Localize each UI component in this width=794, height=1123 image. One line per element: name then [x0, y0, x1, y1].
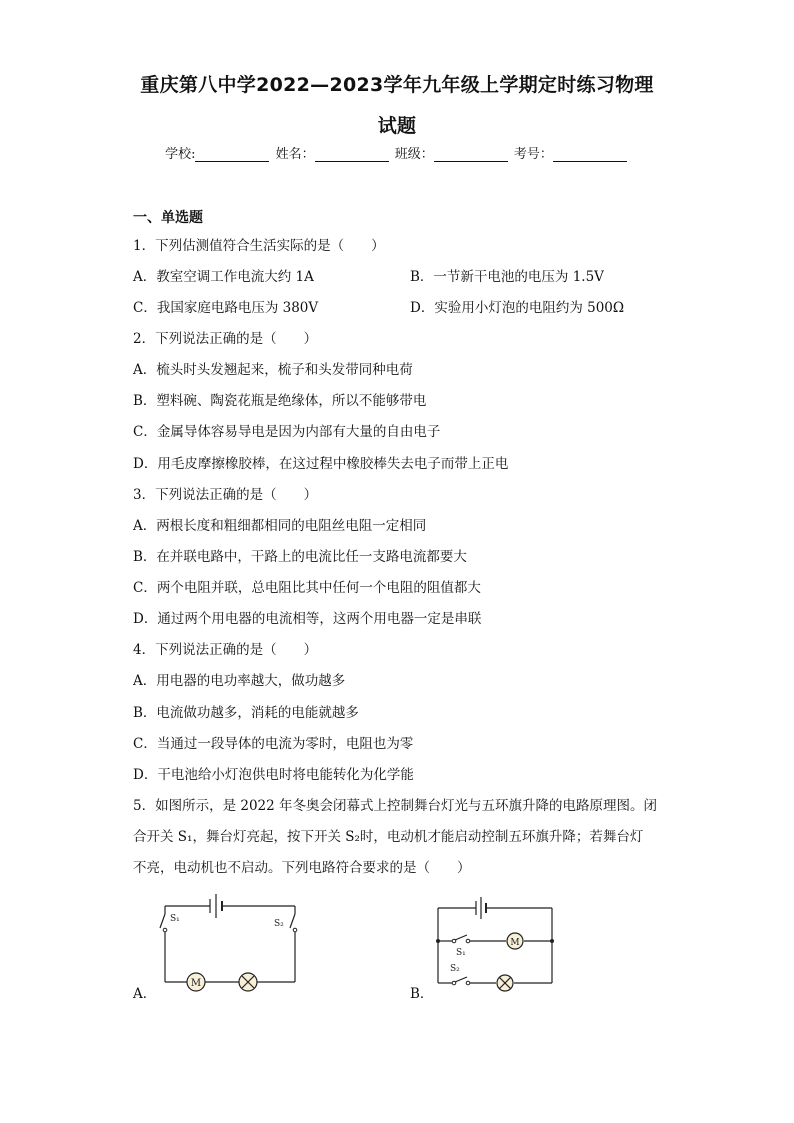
- battery-icon: [476, 897, 486, 919]
- switch-s2-icon: [452, 977, 470, 985]
- question-2-option-c[interactable]: C．金属导体容易导电是因为内部有大量的自由电子: [133, 424, 441, 440]
- motor-label-b: M: [510, 938, 520, 948]
- exam-title-continued: 试题: [377, 115, 417, 137]
- question-5-stem-line-2: 合开关 S₁，舞台灯亮起，按下开关 S₂时，电动机才能启动控制五环旗升降；若舞台灯: [133, 829, 644, 845]
- class-field: 班级：: [395, 143, 510, 162]
- question-1-option-a[interactable]: A．教室空调工作电流大约 1A: [133, 269, 314, 285]
- junction-right-dot: [550, 939, 554, 943]
- question-2-option-a[interactable]: A．梳头时头发翘起来，梳子和头发带同种电荷: [133, 362, 413, 378]
- question-3-option-d[interactable]: D．通过两个用电器的电流相等，这两个用电器一定是串联: [133, 611, 482, 627]
- motor-icon: [187, 973, 205, 991]
- exam-number-blank[interactable]: [553, 147, 627, 162]
- question-5-stem-line-3: 不亮，电动机也不启动。下列电路符合要求的是（ ）: [133, 860, 471, 876]
- question-5-stem-line-1: 5．如图所示，是 2022 年冬奥会闭幕式上控制舞台灯光与五环旗升降的电路原理图。闭: [133, 798, 658, 814]
- question-4-option-c[interactable]: C．当通过一段导体的电流为零时，电阻也为零: [133, 736, 414, 752]
- battery-icon: [210, 894, 222, 918]
- switch-s1-icon: [160, 914, 167, 932]
- lamp-icon: [497, 975, 513, 991]
- school-field: 学校:: [165, 143, 271, 162]
- question-5-option-b-label[interactable]: B．: [410, 986, 434, 1002]
- section-title: 一、单选题: [133, 210, 203, 226]
- name-blank[interactable]: [315, 147, 389, 162]
- motor-icon: [507, 933, 523, 949]
- question-4-option-b[interactable]: B．电流做功越多，消耗的电能就越多: [133, 705, 359, 721]
- motor-label: M: [190, 978, 202, 989]
- question-4-option-a[interactable]: A．用电器的电功率越大，做功越多: [133, 673, 346, 689]
- circuit-diagram-a[interactable]: [150, 888, 310, 998]
- school-blank[interactable]: [195, 147, 269, 162]
- switch-s1-label-b: S₁: [456, 948, 466, 958]
- question-2-option-d[interactable]: D．用毛皮摩擦橡胶棒，在这过程中橡胶棒失去电子而带上正电: [133, 456, 509, 472]
- switch-s1-label: S₁: [170, 914, 180, 924]
- name-field: 姓名：: [276, 143, 391, 162]
- switch-s2-icon: [290, 914, 297, 932]
- question-1-option-b[interactable]: B．一节新干电池的电压为 1.5V: [410, 269, 604, 285]
- class-blank[interactable]: [434, 147, 508, 162]
- question-5-option-a-label[interactable]: A．: [133, 986, 157, 1002]
- switch-s1-icon: [452, 935, 470, 943]
- question-1-option-d[interactable]: D．实验用小灯泡的电阻约为 500Ω: [410, 300, 625, 316]
- switch-s2-label: S₂: [274, 919, 284, 929]
- question-2-stem: 2．下列说法正确的是（ ）: [133, 331, 318, 347]
- circuit-diagram-b[interactable]: [428, 893, 562, 993]
- question-2-option-b[interactable]: B．塑料碗、陶瓷花瓶是绝缘体，所以不能够带电: [133, 393, 427, 409]
- question-1-option-c[interactable]: C．我国家庭电路电压为 380V: [133, 300, 319, 316]
- question-3-option-b[interactable]: B．在并联电路中，干路上的电流比任一支路电流都要大: [133, 549, 467, 565]
- question-4-stem: 4．下列说法正确的是（ ）: [133, 642, 318, 658]
- question-3-option-c[interactable]: C．两个电阻并联，总电阻比其中任何一个电阻的阻值都大: [133, 580, 481, 596]
- exam-title: 重庆第八中学2022—2023学年九年级上学期定时练习物理: [140, 74, 654, 96]
- exam-number-field: 考号：: [514, 143, 629, 162]
- question-1-stem: 1．下列估测值符合生活实际的是（ ）: [133, 238, 385, 254]
- question-3-stem: 3．下列说法正确的是（ ）: [133, 487, 318, 503]
- student-info-row: [0, 143, 794, 162]
- lamp-icon: [239, 973, 257, 991]
- junction-left-dot: [436, 939, 440, 943]
- question-3-option-a[interactable]: A．两根长度和粗细都相同的电阻丝电阻一定相同: [133, 518, 427, 534]
- switch-s2-label-b: S₂: [450, 964, 460, 974]
- question-4-option-d[interactable]: D．干电池给小灯泡供电时将电能转化为化学能: [133, 767, 414, 783]
